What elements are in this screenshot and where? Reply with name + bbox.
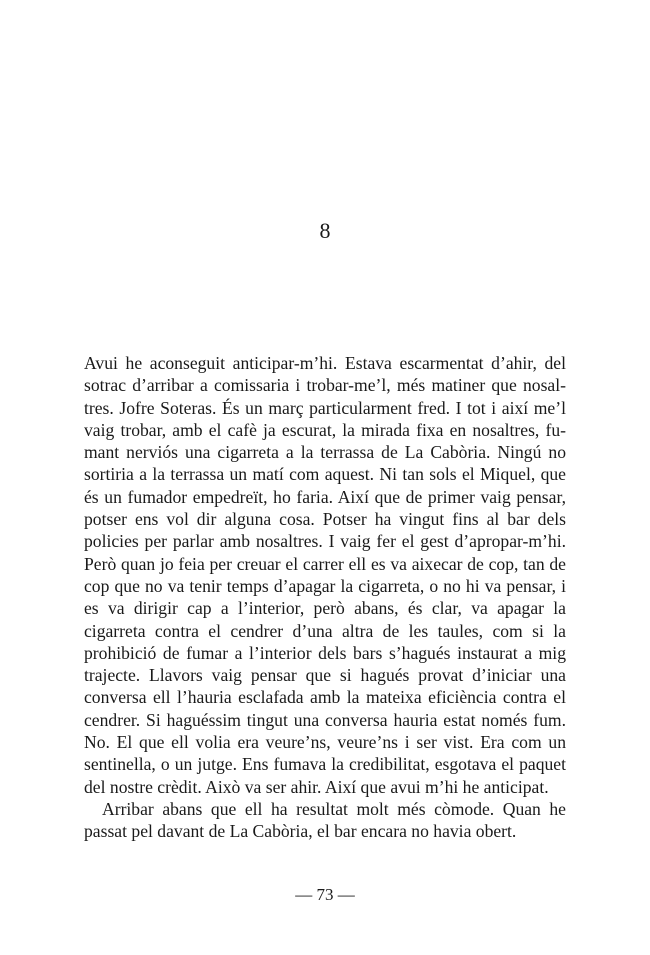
page-number: — 73 — [295, 885, 355, 904]
body-text [84, 352, 566, 843]
paragraph: Avui he aconseguit anticipar-m’hi. Estava escarmentat d’ahir, del sotrac d’arribar a comissaria i trobar-me’l, més matiner que nosaltres. Jofre Soteras. És un març particularment fred. I tot i així me’l vaig trobar, amb el cafè ja escurat, la mirada fixa en nosaltres, fumant nerviós una cigarreta a la terrassa de La Cabòria. Ningú no sortiria a la terrassa un matí com aquest. Ni tan sols el Miquel, que és un fumador empedreït, ho faria. Així que de primer vaig pensar, potser ens vol dir alguna cosa. Potser ha vingut fins al bar dels policies per parlar amb nosaltres. I vaig fer el gest d’apropar-m’hi. Però quan jo feia per creuar el carrer ell es va aixecar de cop, tan de cop que no va tenir temps d’apagar la cigarreta, o no hi va pensar, i es va dirigir cap a l’interior, però abans, és clar, va apagar la cigarreta contra el cendrer d’una altra de les taules, com si la prohibició de fumar a l’interior dels bars s’hagués instaurat a mig trajecte. Llavors vaig pensar que si hagués provat d’iniciar una conversa ell l’hauria esclafada amb la mateixa eficiència contra el cendrer. Si haguéssim tingut una conversa hauria estat només fum. No. El que ell volia era veure’ns, veure’ns i ser vist. Era com un sentinella, o un jutge. Ens fumava la credibilitat, esgotava el paquet del nostre crèdit. Això va ser ahir. Així que avui m’hi he anticipat. [84, 353, 566, 797]
chapter-number: 8 [319, 218, 331, 243]
paragraph: Arribar abans que ell ha resultat molt més còmode. Quan he passat pel davant de La Cabòria, el bar encara no havia obert. [84, 798, 566, 842]
